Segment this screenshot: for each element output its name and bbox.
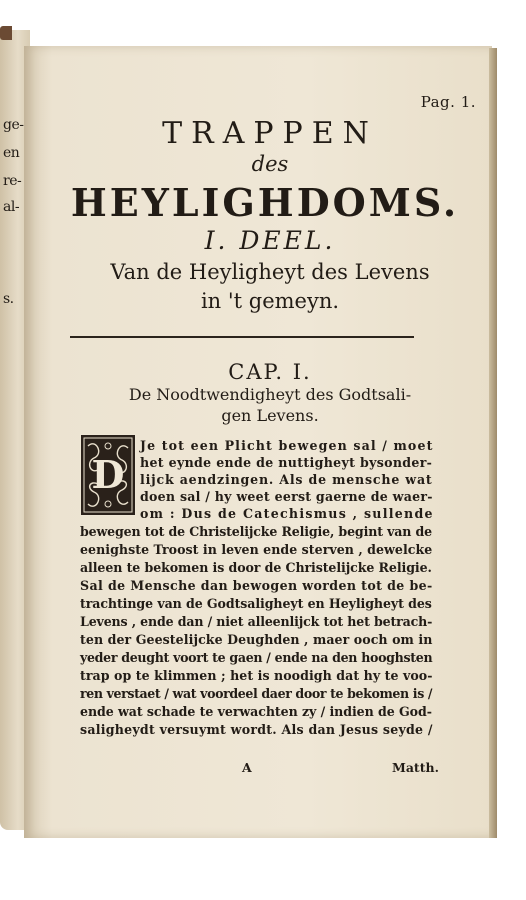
signature-mark: A (242, 760, 252, 775)
chapter-subtitle-line: De Noodtwendigheyt des Godtsali- (128, 385, 412, 404)
body-line: eenighste Troost in leven ende sterven , dewelcke (80, 542, 433, 557)
body-line: Sal de Mensche dan bewogen worden tot de be- (80, 578, 433, 593)
previous-page-fragment: ge- (3, 117, 24, 133)
body-line: ren verstaet / wat voordeel daer door te bekomen is / (80, 686, 433, 701)
body-line: alleen te bekomen is door de Christelijcke Religie. (80, 560, 432, 575)
body-line: saligheydt versuymt wordt. Als dan Jesus seyde / (80, 722, 433, 737)
page-number: Pag. 1. (420, 93, 476, 111)
ornament-icon (80, 434, 136, 516)
previous-page-fragment: al- (3, 199, 20, 215)
chapter-subtitle (60, 384, 480, 426)
horizontal-rule (70, 336, 414, 338)
title-line-trappen: TRAPPEN (162, 116, 378, 151)
part-subtitle (60, 258, 480, 316)
body-line: ten der Geestelijcke Deughden , maer ooch om in (80, 632, 433, 647)
previous-page-fragment: s. (3, 291, 14, 307)
body-line: Je tot een Plicht bewegen sal / moet (140, 438, 434, 453)
chapter-heading: CAP. I. (228, 360, 312, 384)
body-line: het eynde ende de nuttigheyt bysonder- (140, 455, 433, 470)
body-line: trap op te klimmen ; het is noodigh dat hy te voo- (80, 668, 433, 683)
body-line: ende wat schade te verwachten zy / indien de God- (80, 704, 432, 719)
body-line: yeder deught voort te gaen / ende na den hooghsten (80, 650, 433, 665)
body-line: trachtinge van de Godtsaligheyt en Heyligheyt des (80, 596, 432, 611)
body-line: bewegen tot de Christelijcke Religie, begint van de (80, 524, 432, 539)
body-line: lijck aendzingen. Als de mensche wat (140, 472, 433, 487)
part-subtitle-line: Van de Heyligheyt des Levens (110, 260, 430, 284)
previous-page-fragment: re- (3, 173, 22, 189)
part-heading: I. DEEL. (204, 226, 336, 255)
title-line-heylighdoms: HEYLIGHDOMS. (70, 180, 460, 225)
body-line: om : Dus de Catechismus , sullende (140, 506, 434, 521)
drop-cap-letter: D (91, 452, 125, 497)
page-edge-shadow (489, 48, 497, 838)
body-line: doen sal / hy weet eerst gaerne de waer- (140, 489, 433, 504)
catchword: Matth. (392, 760, 439, 775)
ornamental-drop-cap (80, 434, 136, 516)
book-cover-corner (0, 26, 12, 40)
title-line-des: des (251, 152, 289, 176)
body-line: Levens , ende dan / niet alleenlijck tot het betrach- (80, 614, 433, 629)
previous-page-fragment: en (3, 145, 20, 161)
chapter-subtitle-line: gen Levens. (221, 406, 319, 425)
part-subtitle-line: in 't gemeyn. (200, 289, 340, 313)
